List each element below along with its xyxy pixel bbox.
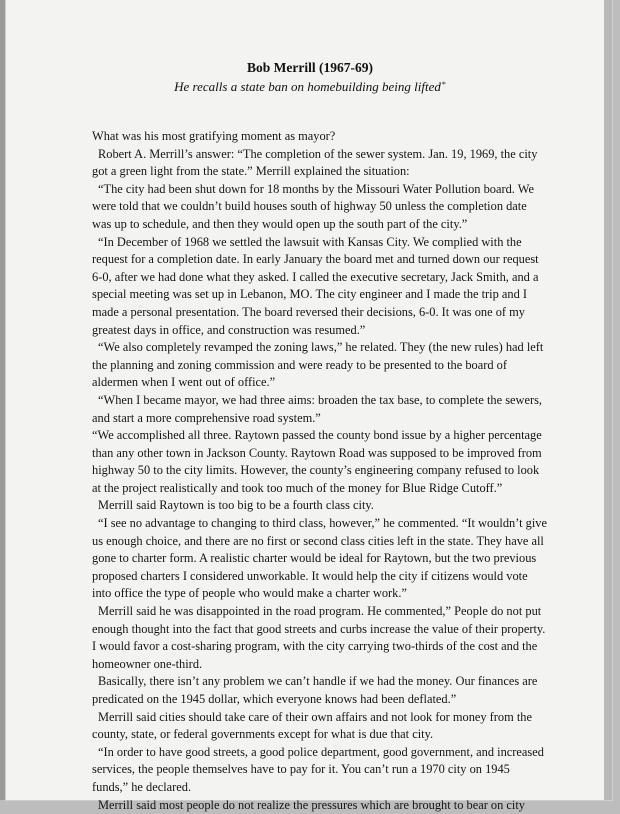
text-line: Basically, there isn’t any problem we can’t handle if we had the money. Our finances are [98, 674, 538, 689]
text-line: “When I became mayor, we had three aims: broaden the tax base, to complete the sewers, [98, 392, 543, 407]
text-line: request for a completion date. In early January the board met and turned down our request [92, 252, 539, 267]
text-line: What was his most gratifying moment as mayor? [92, 129, 336, 143]
text-line: at the project realistically and took too much of the money for Blue Ridge Cutoff.” [92, 480, 503, 495]
text-line: “We accomplished all three. Raytown passed the county bond issue by a higher percentage [92, 428, 542, 443]
text-line: county, state, or federal governments except for what is due that city. [92, 727, 434, 742]
text-line: proposed charters I considered unworkable. It would help the city if citizens would vote [92, 568, 528, 583]
text-line: into office the type of people who would make a charter work.” [92, 586, 407, 601]
text-line: Merrill said Raytown is too big to be a fourth class city. [98, 498, 374, 513]
text-line: Merrill said most people do not realize the pressures which are brought to bear on city [98, 797, 526, 812]
article-body [92, 128, 547, 814]
text-line: “In order to have good streets, a good police department, good government, and increased [98, 744, 544, 759]
page-right-shadow [604, 0, 612, 800]
text-line: than any other town in Jackson County. Raytown Road was supposed to be improved from [92, 445, 542, 460]
footnote-mark: * [441, 80, 446, 89]
article-subtitle [0, 79, 620, 95]
text-line: aldermen when I went out of office.” [92, 375, 276, 390]
text-line: Merrill said he was disappointed in the road program. He commented,” People do not put [98, 604, 542, 619]
text-line: special meeting was set up in Lebanon, MO. The city engineer and I made the trip and I [92, 287, 528, 302]
text-line: predicated on the 1945 dollar, which everyone knows had been deflated.” [92, 692, 457, 706]
text-line: “I see no advantage to changing to third class, however,” he commented. “It wouldn’t give [98, 516, 547, 531]
text-line: made a personal presentation. The board reversed their decisions, 6-0. It was one of my [92, 304, 525, 319]
text-line: 6-0, after we had done what they asked. I called the executive secretary, Jack Smith, and a [92, 269, 539, 284]
text-line: gone to charter form. A realistic charter would be ideal for Raytown, but the two previous [92, 551, 537, 566]
text-line: “The city had been shut down for 18 months by the Missouri Water Pollution board. We [98, 181, 534, 196]
text-line: were told that we couldn’t build houses south of highway 50 unless the completion date [92, 199, 527, 214]
text-line: Merrill said cities should take care of their own affairs and not look for money from the [98, 709, 533, 724]
text-line: “We also completely revamped the zoning laws,” he related. They (the new rules) had left [98, 340, 544, 355]
text-line: enough thought into the fact that good streets and curbs increase the value of their property. [92, 621, 546, 636]
text-line: services, the people themselves have to pay for it. You can’t run a 1970 city on 1945 [92, 762, 510, 777]
text-line: was up to schedule, and then they would open up the south part of the city.” [92, 216, 468, 231]
text-line: the planning and zoning commission and were ready to be presented to the board of [92, 357, 507, 372]
text-line: “In December of 1968 we settled the lawsuit with Kansas City. We complied with the [98, 234, 522, 249]
subtitle-text: He recalls a state ban on homebuilding being lifted [174, 79, 441, 94]
text-line: funds,” he declared. [92, 779, 192, 794]
text-line: us enough choice, and there are no first or second class cities left in the state. They have all [92, 533, 544, 548]
text-line: got a green light from the state.” Merrill explained the situation: [92, 164, 410, 179]
text-line: greatest days in office, and construction was resumed.” [92, 322, 366, 337]
text-line: homeowner one-third. [92, 656, 203, 671]
text-line: I would favor a cost-sharing program, with the city carrying two-thirds of the cost and the [92, 639, 538, 654]
text-line: and start a more comprehensive road system.” [92, 410, 321, 425]
article-title: Bob Merrill (1967-69) [247, 60, 373, 75]
text-line: highway 50 to the city limits. However, the county’s engineering company refused to look [92, 463, 540, 478]
text-line: Robert A. Merrill’s answer: “The completion of the sewer system. Jan. 19, 1969, the city [98, 146, 538, 161]
